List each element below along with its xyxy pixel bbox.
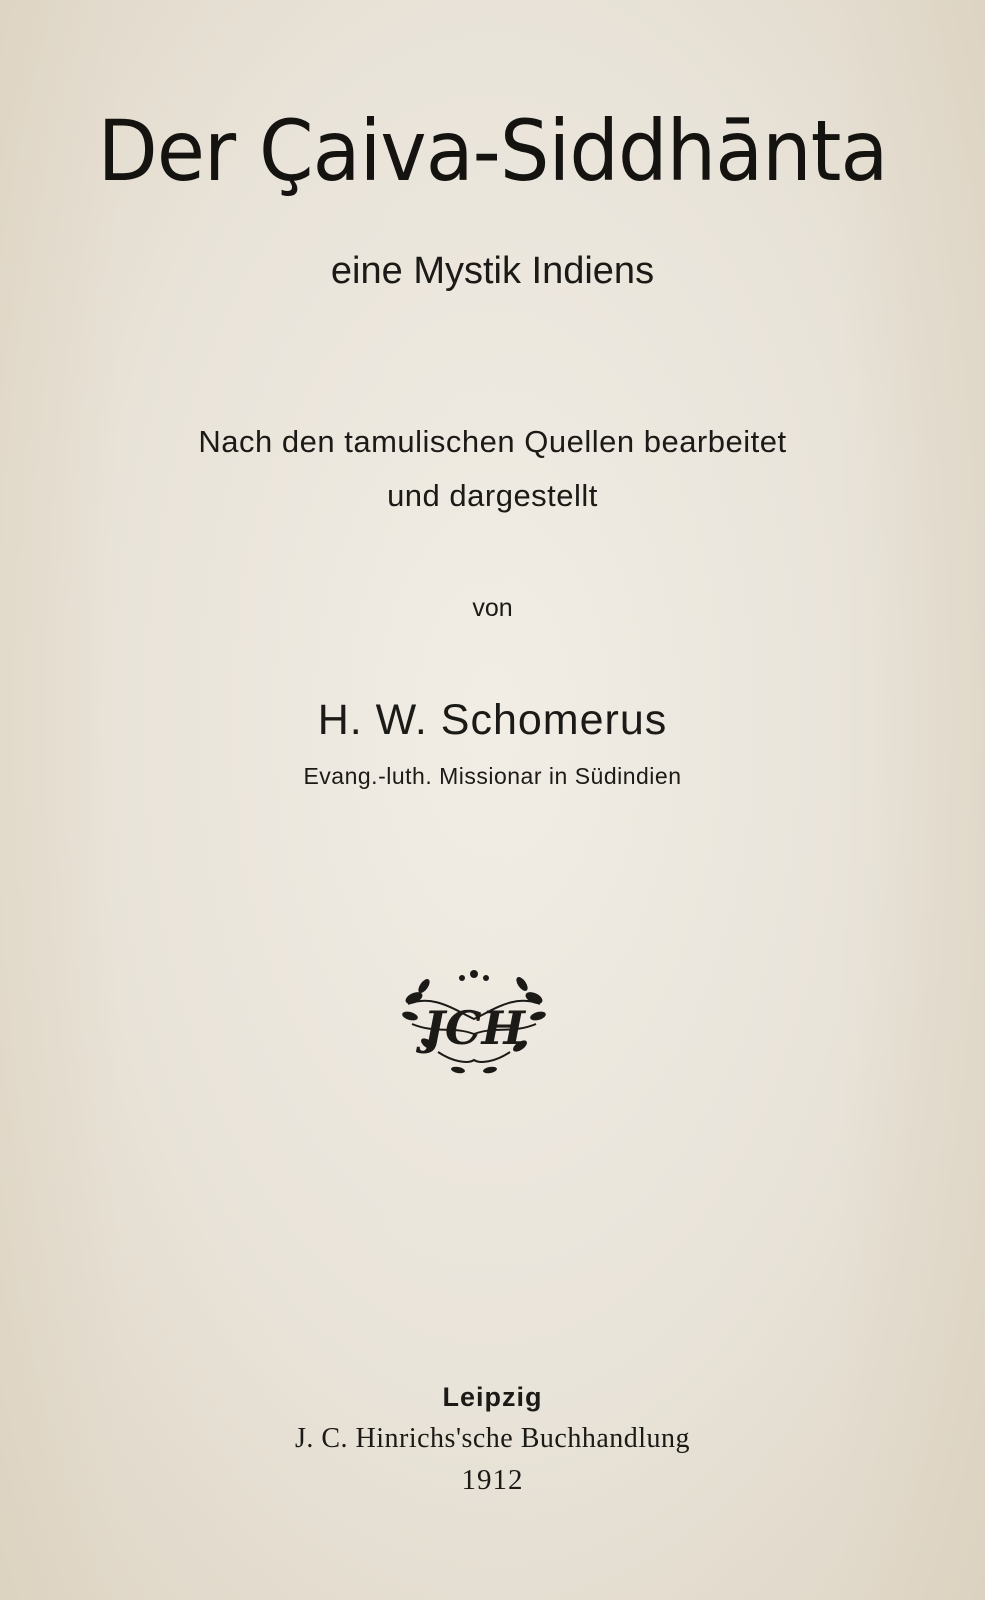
author-affiliation: Evang.-luth. Missionar in Südindien bbox=[303, 763, 682, 789]
imprint-year: 1912 bbox=[461, 1464, 524, 1496]
book-subtitle: eine Mystik Indiens bbox=[330, 250, 655, 292]
author-name: H. W. Schomerus bbox=[317, 696, 668, 744]
publisher-monogram: JCH bbox=[423, 1001, 525, 1055]
imprint-publisher: J. C. Hinrichs'sche Buchhandlung bbox=[294, 1423, 691, 1454]
description-line-1: Nach den tamulischen Quellen bearbeitet bbox=[198, 424, 787, 459]
book-title: Der Çaiva-Siddhānta bbox=[97, 102, 888, 200]
description-line-2: und dargestellt bbox=[387, 478, 598, 513]
imprint-place: Leipzig bbox=[442, 1382, 543, 1412]
publisher-mark-icon bbox=[398, 964, 550, 1078]
by-label: von bbox=[472, 594, 513, 622]
